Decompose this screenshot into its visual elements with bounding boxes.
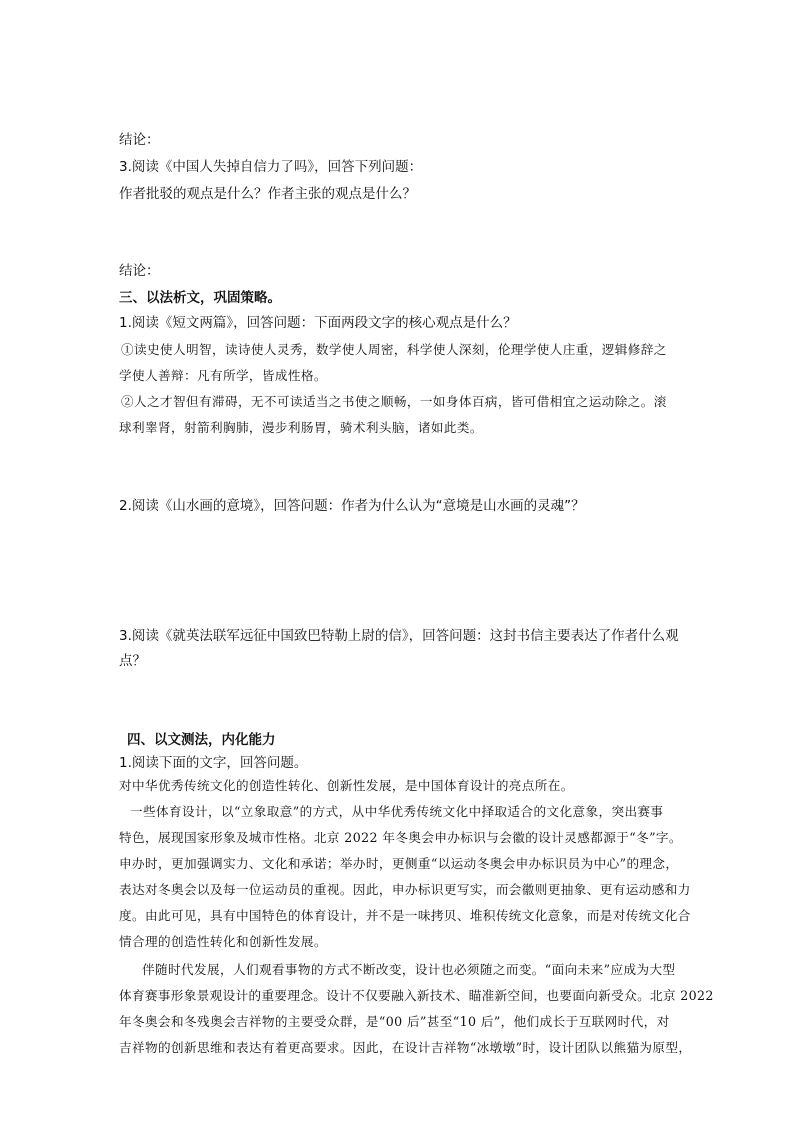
passage-line: 度。由此可见，具有中国特色的体育设计，并不是一味拷贝、堆积传统文化意象，而是对传统文化合 [119, 908, 691, 923]
section-3-heading: 三、以法析文，巩固策略。 [119, 290, 281, 306]
passage-line: 吉祥物的创新思维和表达有着更高要求。因此，在设计吉祥物“冰墩墩”时，设计团队以熊猫为原型， [119, 1040, 692, 1055]
section-3-question-3-line-1: 3.阅读《就英法联军远征中国致巴特勒上尉的信》，回答问题：这封书信主要表达了作者什么观 [119, 628, 679, 644]
section-3-question-2: 2.阅读《山水画的意境》，回答问题：作者为什么认为“意境是山水画的灵魂”？ [119, 498, 585, 514]
question-3-prompt: 3.阅读《中国人失掉自信力了吗》，回答下列问题： [119, 159, 423, 175]
passage-line: 情合理的创造性转化和创新性发展。 [119, 934, 327, 949]
section-3-question-1: 1.阅读《短文两篇》，回答问题：下面两段文字的核心观点是什么？ [119, 315, 517, 331]
section-3-question-3-line-2: 点？ [119, 653, 146, 669]
passage-line: 年冬奥会和冬残奥会吉祥物的主要受众群，是“00 后”甚至“10 后”，他们成长于互联网时代，对 [119, 1014, 670, 1029]
passage-paragraph-1: 对中华优秀传统文化的创造性转化、创新性发展，是中国体育设计的亮点所在。 [119, 778, 574, 793]
passage-line: 一些体育设计，以“立象取意”的方式，从中华优秀传统文化中择取适合的文化意象，突出赛事 [130, 804, 664, 819]
passage-line: 体育赛事形象景观设计的重要理念。设计不仅要融入新技术、瞄准新空间，也要面向新受众。北京 2022 [119, 988, 714, 1003]
conclusion-label: 结论： [119, 132, 160, 148]
conclusion-label: 结论： [119, 263, 160, 279]
question-3-text: 作者批驳的观点是什么？作者主张的观点是什么？ [119, 186, 416, 202]
section-4-heading: 四、以文测法，内化能力 [127, 732, 276, 748]
passage-line: 特色，展现国家形象及城市性格。北京 2022 年冬奥会申办标识与会徽的设计灵感都源于“冬”字。 [119, 830, 682, 845]
passage-line: 表达对冬奥会以及每一位运动员的重视。因此，申办标识更写实，而会徽则更抽象、更有运动感和力 [119, 882, 691, 897]
passage-line: 申办时，更加强调实力、文化和承诺；举办时，更侧重“以运动冬奥会申办标识员为中心”的理念， [119, 856, 679, 871]
passage-line: 伴随时代发展，人们观看事物的方式不断改变，设计也必须随之而变。“面向未来”应成为大型 [142, 962, 676, 977]
quote-1-line-2: 学使人善辩：凡有所学，皆成性格。 [119, 368, 327, 383]
quote-1-line-1: ①读史使人明智，读诗使人灵秀，数学使人周密，科学使人深刻，伦理学使人庄重，逻辑修辞之 [121, 342, 667, 357]
quote-2-line-1: ②人之才智但有滞碍，无不可读适当之书使之顺畅，一如身体百病，皆可借相宜之运动除之。滚 [121, 394, 667, 409]
quote-2-line-2: 球利睾肾，射箭利胸肺，漫步利肠胃，骑术利头脑，诸如此类。 [119, 420, 483, 435]
section-4-question-1: 1.阅读下面的文字，回答问题。 [119, 755, 308, 771]
